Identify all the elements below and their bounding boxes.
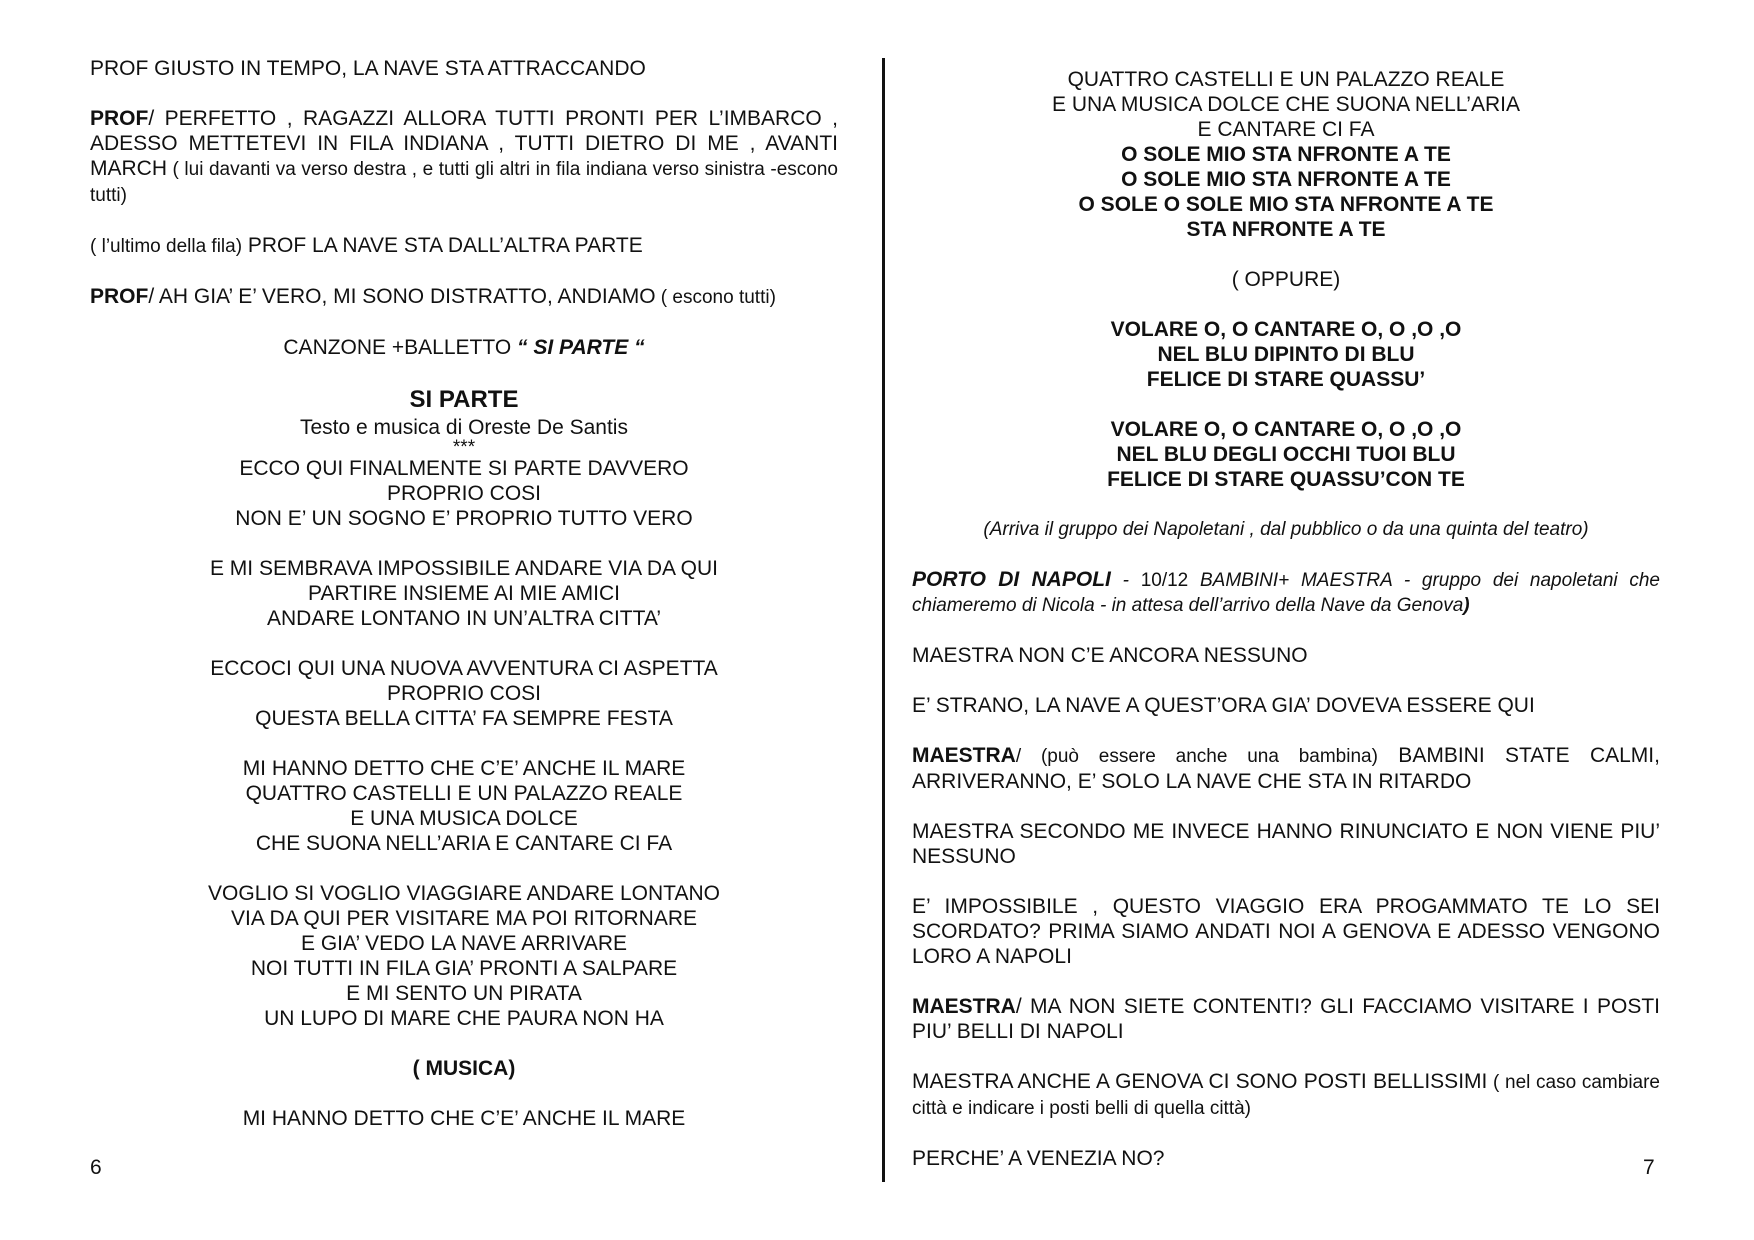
right-page [912, 67, 1660, 1171]
para-genova: MAESTRA ANCHE A GENOVA CI SONO POSTI BELLISSIMI ( nel caso cambiare città e indicare i posti belli di quella città) [912, 1070, 1661, 1119]
line-venezia: PERCHE’ A VENEZIA NO? [912, 1147, 1165, 1170]
line-e-strano: E’ STRANO, LA NAVE A QUEST’ORA GIA’ DOVEVA ESSERE QUI [912, 694, 1535, 717]
para-prof-perfetto: PROF/ PERFETTO , RAGAZZI ALLORA TUTTI PRONTI PER L’IMBARCO , ADESSO METTETEVI IN FILA INDIANA , TUTTI DIETRO DI ME , AVANTI MARCH ( lui davanti va verso destra , e tutti gli altri in fila indiana verso sinistra -escono tutti) [90, 107, 838, 206]
line-non-ce-nessuno: MAESTRA NON C’E ANCORA NESSUNO [912, 644, 1308, 667]
left-page [90, 56, 838, 1131]
chorus-volare-1: VOLARE O, O CANTARE O, O ,O ,O NEL BLU DIPINTO DI BLU FELICE DI STARE QUASSU’ [1110, 318, 1462, 391]
para-rinunciato: MAESTRA SECONDO ME INVECE HANNO RINUNCIATO E NON VIENE PIU’ NESSUNO [912, 820, 1660, 868]
para-maestra-contenti: MAESTRA/ MA NON SIETE CONTENTI? GLI FACCIAMO VISITARE I POSTI PIU’ BELLI DI NAPOLI [912, 995, 1660, 1043]
chorus-volare-2: VOLARE O, O CANTARE O, O ,O ,O NEL BLU DEGLI OCCHI TUOI BLU FELICE DI STARE QUASSU’CON TE [1107, 418, 1465, 491]
scene-count: 10/12 [1140, 570, 1189, 591]
stage-direction: ( escono tutti) [655, 287, 776, 308]
verse-2: E MI SEMBRAVA IMPOSSIBILE ANDARE VIA DA QUI PARTIRE INSIEME AI MIE AMICI ANDARE LONTANO IN UN’ALTRA CITTA’ [209, 557, 719, 630]
speaker-maestra: MAESTRA [912, 995, 1016, 1018]
verse-3: ECCOCI QUI UNA NUOVA AVVENTURA CI ASPETTA PROPRIO COSI QUESTA BELLA CITTA’ FA SEMPRE FESTA [210, 657, 718, 730]
left-last-line: MI HANNO DETTO CHE C’E’ ANCHE IL MARE [242, 1107, 686, 1130]
musica-cue: ( MUSICA) [412, 1057, 516, 1080]
chorus-o-sole-mio: O SOLE MIO STA NFRONTE A TE O SOLE MIO STA NFRONTE A TE O SOLE O SOLE MIO STA NFRONTE A TE STA NFRONTE A TE [1078, 143, 1494, 241]
stage-direction: / (può essere anche una bambina) [1015, 746, 1378, 767]
line-prof-giusto: PROF GIUSTO IN TEMPO, LA NAVE STA ATTRACCANDO [90, 57, 646, 80]
song-credit: Testo e musica di Oreste De Santis [300, 416, 628, 439]
para-prof-ah: PROF/ AH GIA’ E’ VERO, MI SONO DISTRATTO, ANDIAMO ( escono tutti) [90, 285, 776, 308]
center-fold-divider [882, 58, 885, 1182]
verse-5: VOGLIO SI VOGLIO VIAGGIARE ANDARE LONTANO VIA DA QUI PER VISITARE MA POI RITORNARE E GIA’ VEDO LA NAVE ARRIVARE NOI TUTTI IN FILA GIA’ PRONTI A SALPARE E MI SENTO UN PIRATA UN LUPO DI MARE CHE PAURA NON HA [208, 882, 720, 1030]
speaker-prof: PROF [90, 285, 149, 308]
song-intro-title: “ SI PARTE “ [517, 336, 645, 359]
page-number-right: 7 [1643, 1156, 1655, 1179]
verse-continued: QUATTRO CASTELLI E UN PALAZZO REALE E UNA MUSICA DOLCE CHE SUONA NELL’ARIA E CANTARE CI FA [1052, 68, 1520, 141]
oppure-label: ( OPPURE) [1231, 268, 1341, 291]
page-number-left: 6 [90, 1156, 102, 1179]
verse-1: ECCO QUI FINALMENTE SI PARTE DAVVERO PROPRIO COSI NON E’ UN SOGNO E’ PROPRIO TUTTO VERO [235, 457, 693, 530]
verse-4: MI HANNO DETTO CHE C’E’ ANCHE IL MARE QUATTRO CASTELLI E UN PALAZZO REALE E UNA MUSICA DOLCE CHE SUONA NELL’ARIA E CANTARE CI FA [242, 757, 686, 855]
para-ultimo-fila: ( l’ultimo della fila) PROF LA NAVE STA DALL’ALTRA PARTE [90, 234, 643, 257]
speaker-prof: PROF [90, 107, 149, 130]
scene-place: PORTO DI NAPOLI [912, 568, 1111, 591]
stage-direction: ( lui davanti va verso destra , e tutti gli altri in fila indiana verso sinistra -escono tutti) [90, 159, 838, 206]
speaker-maestra: MAESTRA [912, 744, 1016, 767]
song-intro: CANZONE +BALLETTO “ SI PARTE “ [283, 336, 645, 359]
para-impossibile: E’ IMPOSSIBILE , QUESTO VIAGGIO ERA PROGAMMATO TE LO SEI SCORDATO? PRIMA SIAMO ANDATI NOI A GENOVA E ADESSO VENGONO LORO A NAPOLI [912, 895, 1660, 968]
song-title: SI PARTE [409, 386, 519, 413]
song-separator: *** [452, 437, 476, 458]
stage-direction: ( l’ultimo della fila) [90, 236, 243, 257]
stage-arriva-napoletani: (Arriva il gruppo dei Napoletani , dal pubblico o da una quinta del teatro) [983, 519, 1589, 540]
scene-heading: PORTO DI NAPOLI - 10/12 BAMBINI+ MAESTRA - gruppo dei napoletani che chiameremo di Nicola - in attesa dell’arrivo della Nave da Genova) [912, 568, 1660, 616]
para-maestra-calmi: MAESTRA/ (può essere anche una bambina) BAMBINI STATE CALMI, ARRIVERANNO, E’ SOLO LA NAVE CHE STA IN RITARDO [912, 744, 1660, 793]
stage-direction: ( nel caso cambiare città e indicare i posti belli di quella città) [912, 1072, 1661, 1119]
